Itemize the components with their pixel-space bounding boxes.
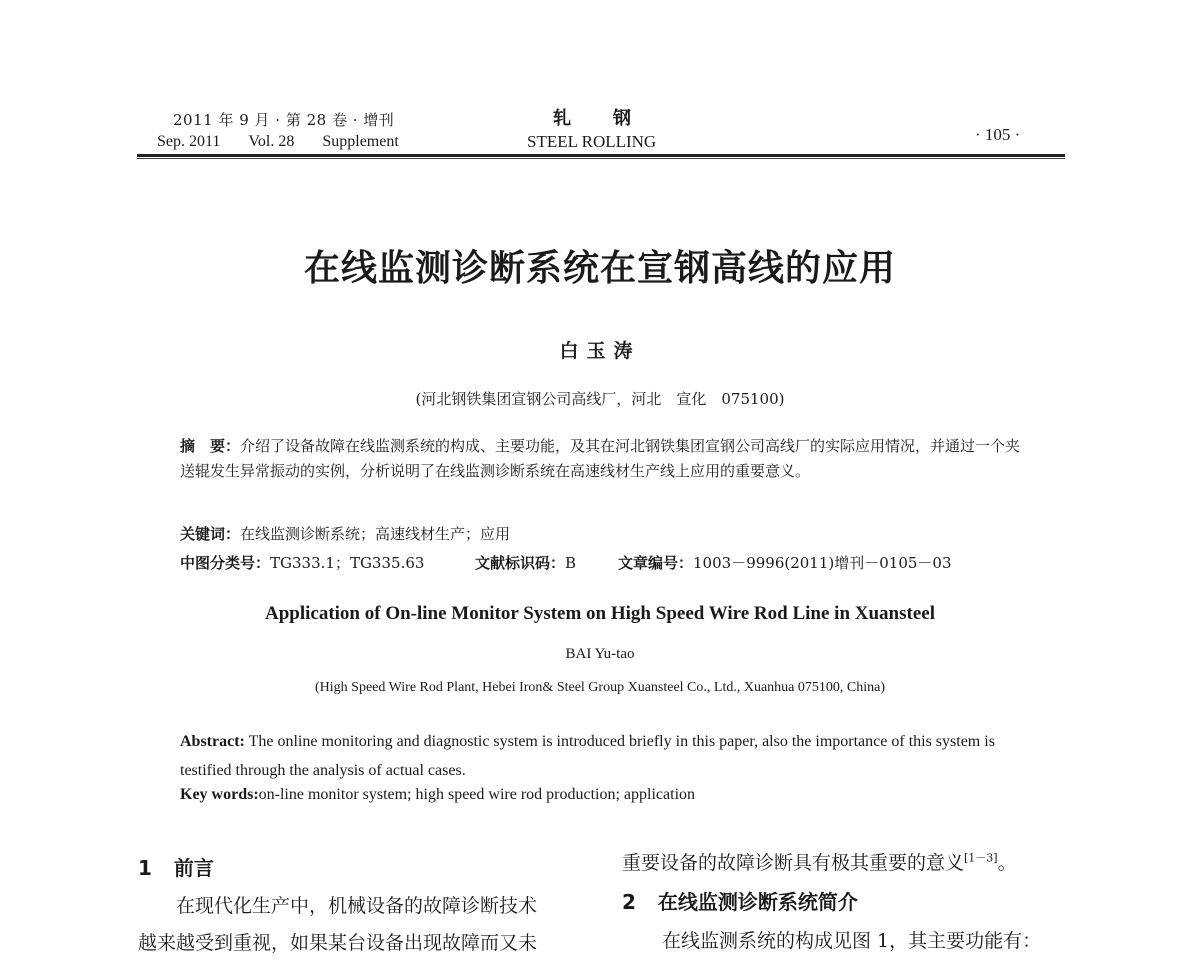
header-issue-cn: 2011 年 9 月 · 第 28 卷 · 增刊 — [173, 111, 395, 129]
section-2-title: 在线监测诊断系统简介 — [657, 890, 858, 914]
right-line-text: 重要设备的故障诊断具有极其重要的意义 — [622, 852, 965, 874]
section-1-line-1: 在现代化生产中，机械设备的故障诊断技术 — [176, 895, 538, 917]
citation-ref: [1－3] — [964, 851, 998, 865]
header-supplement-en: Supplement — [322, 133, 399, 150]
section-1-title: 前言 — [173, 856, 214, 880]
keywords-cn-text: 在线监测诊断系统；高速线材生产；应用 — [240, 525, 511, 543]
section-2-line-1: 在线监测系统的构成见图 1，其主要功能有： — [662, 930, 1042, 952]
right-line-end: 。 — [997, 852, 1017, 874]
header-date-en: Sep. 2011 — [157, 133, 221, 150]
header-rule-thick — [137, 154, 1065, 157]
header-issue-en — [157, 133, 427, 151]
doc-code-value: B — [565, 554, 577, 572]
section-1-line-2: 越来越受到重视，如果某台设备出现故障而又未 — [138, 932, 538, 954]
article-no-value: 1003－9996(2011)增刊－0105－03 — [693, 554, 952, 572]
keywords-en-label: Key words: — [180, 786, 259, 803]
doc-code-label: 文献标识码： — [475, 554, 566, 572]
section-2-heading — [622, 886, 858, 915]
page-number: · 105 · — [975, 125, 1021, 144]
clc-label: 中图分类号： — [180, 554, 271, 572]
document-code — [475, 552, 618, 573]
abstract-cn-text: 介绍了设备故障在线监测系统的构成、主要功能，及其在河北钢铁集团宣钢公司高线厂的实际应用情况，并通过一个夹送辊发生异常振动的实例，分析说明了在线监测诊断系统在高速线材生产线上应用的重要意义。 — [180, 437, 1021, 480]
abstract-cn — [180, 434, 1028, 484]
keywords-en-text: on-line monitor system; high speed wire rod production; application — [258, 786, 696, 803]
header-rule-thin — [137, 158, 1065, 159]
clc-value: TG333.1；TG335.63 — [270, 554, 425, 572]
affiliation-cn: (河北钢铁集团宣钢公司高线厂，河北 宣化 075100) — [415, 390, 785, 408]
right-column-continued-line — [622, 848, 1017, 875]
article-number — [618, 552, 952, 573]
abstract-en-label: Abstract: — [180, 733, 245, 750]
section-1-heading — [138, 852, 214, 881]
author-cn: 白玉涛 — [559, 340, 641, 362]
clc-number — [180, 552, 475, 573]
section-2-number: 2 — [622, 890, 636, 914]
keywords-cn-label: 关键词： — [180, 525, 241, 543]
abstract-cn-label: 摘 要： — [180, 437, 241, 455]
header-volume-en: Vol. 28 — [248, 133, 295, 150]
article-no-label: 文章编号： — [618, 554, 694, 572]
classification-line — [180, 552, 1040, 573]
abstract-en — [180, 727, 1030, 785]
section-1-number: 1 — [138, 856, 152, 880]
keywords-en — [180, 786, 695, 804]
journal-name-en: STEEL ROLLING — [527, 132, 657, 151]
journal-name-cn: 轧钢 — [553, 108, 673, 129]
abstract-en-text: The online monitoring and diagnostic system is introduced briefly in this paper, also the importance of this system is testified through the analysis of actual cases. — [180, 733, 995, 779]
keywords-cn — [180, 523, 510, 544]
affiliation-en: (High Speed Wire Rod Plant, Hebei Iron& Steel Group Xuansteel Co., Ltd., Xuanhua 075100, China) — [315, 680, 885, 695]
paper-title-en: Application of On-line Monitor System on High Speed Wire Rod Line in Xuansteel — [264, 603, 935, 624]
author-en: BAI Yu-tao — [565, 646, 635, 662]
paper-title-cn: 在线监测诊断系统在宣钢高线的应用 — [303, 248, 896, 289]
